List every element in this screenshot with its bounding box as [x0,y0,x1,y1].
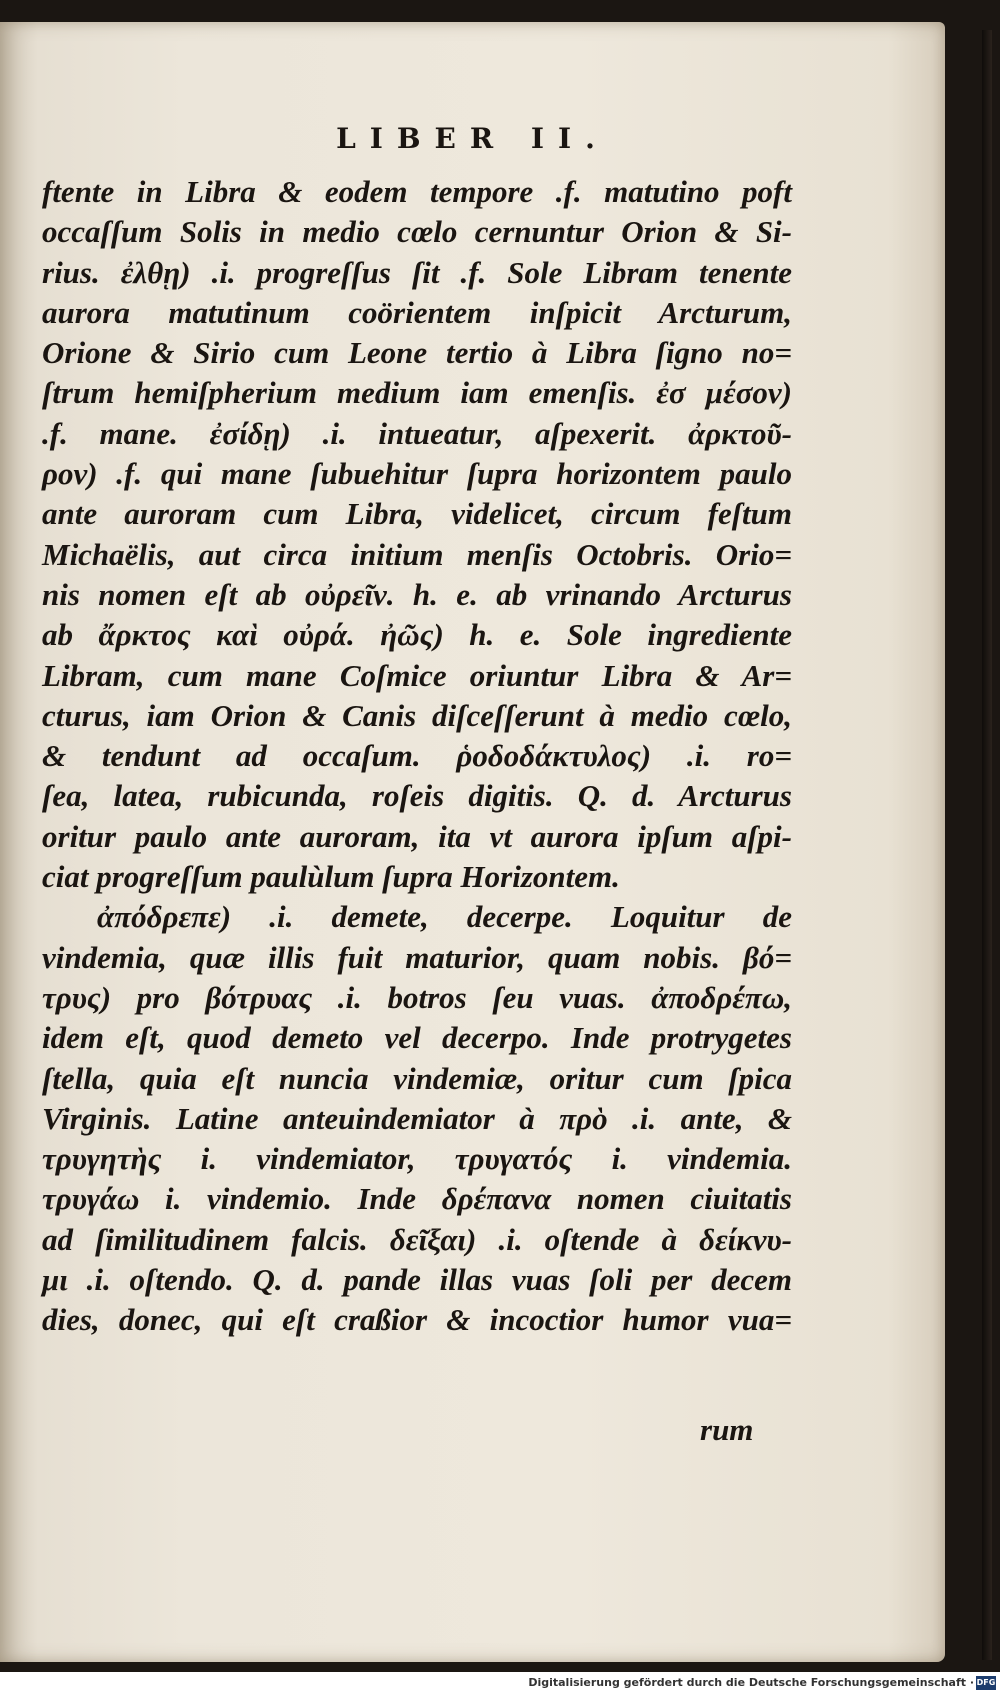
text-line: ciat progreſſum paulùlum ſupra Horizontem. [42,859,620,895]
text-line: ante auroram cum Libra, videlicet, circum feſtum [42,496,792,532]
book-fore-edge [982,30,992,1660]
text-line: Virginis. Latine anteuindemiator à πρὸ .i. ante, & [42,1100,792,1136]
text-line: nis nomen eſt ab οὐρεῖν. h. e. ab vrinando Arcturus [42,576,792,612]
funding-credit: Digitalisierung gefördert durch die Deutsche Forschungsgemeinschaft · [528,1676,974,1689]
text-line: τρυγητὴς i. vindemiator, τρυγατός i. vindemia. [42,1141,792,1177]
text-block [42,172,792,1341]
text-line: Orione & Sirio cum Leone tertio à Libra ſigno no= [42,335,792,371]
text-line: ſtrum hemiſpherium medium iam emenſis. ἐσ μέσον) [42,375,792,411]
text-line: cturus, iam Orion & Canis diſceſſerunt à medio cœlo, [42,697,792,733]
text-line: ftente in Libra & eodem tempore .f. matutino poft [42,174,792,209]
text-line: oritur paulo ante auroram, ita vt aurora ipſum aſpi- [42,818,792,854]
text-line: ρον) .f. qui mane ſubuehitur ſupra horizontem paulo [42,456,792,492]
text-line: aurora matutinum coörientem inſpicit Arcturum, [42,294,792,330]
text-line: μι .i. oſtendo. Q. d. pande illas vuas ſoli per decem [42,1262,792,1298]
text-line: τρυς) pro βότρυας .i. botros ſeu vuas. ἀποδρέπω, [42,979,792,1015]
book-page [0,22,945,1662]
text-line: ad ſimilitudinem falcis. δεῖξαι) .i. oſtende à δείκνυ- [42,1221,792,1257]
text-line: ſtella, quia eſt nuncia vindemiæ, oritur cum ſpica [42,1060,792,1096]
text-line: ſea, latea, rubicunda, roſeis digitis. Q. d. Arcturus [42,778,792,814]
text-line: τρυγάω i. vindemio. Inde δρέπανα nomen ciuitatis [42,1181,792,1217]
dfg-logo-icon: DFG [976,1676,996,1690]
running-head: LIBER II. [336,122,609,155]
text-line: dies, donec, qui eſt craßior & incoctior humor vua= [42,1302,792,1338]
text-line: ἀπόδρεπε) .i. demete, decerpe. Loquitur de [97,899,792,935]
text-line: vindemia, quæ illis fuit maturior, quam nobis. βό= [42,939,792,975]
text-line: & tendunt ad occaſum. ῥοδοδάκτυλος) .i. ro= [42,738,792,774]
text-line: idem eſt, quod demeto vel decerpo. Inde protrygetes [42,1020,792,1056]
text-line: .f. mane. ἐσίδῃ) .i. intueatur, aſpexerit. ἀρκτοῦ- [42,415,792,451]
text-line: Michaëlis, aut circa initium menſis Octobris. Orio= [42,536,792,572]
text-line: occaſſum Solis in medio cœlo cernuntur Orion & Si- [42,214,792,250]
text-line: ab ἄρκτος καὶ οὐρά. ἠῶς) h. e. Sole ingrediente [42,617,792,653]
catchword: rum [700,1412,754,1447]
text-line: rius. ἐλθῃ) .i. progreſſus ſit .f. Sole Libram tenente [42,254,792,290]
digitization-footer [0,1672,1000,1697]
text-line: Libram, cum mane Coſmice oriuntur Libra & Ar= [42,657,792,693]
